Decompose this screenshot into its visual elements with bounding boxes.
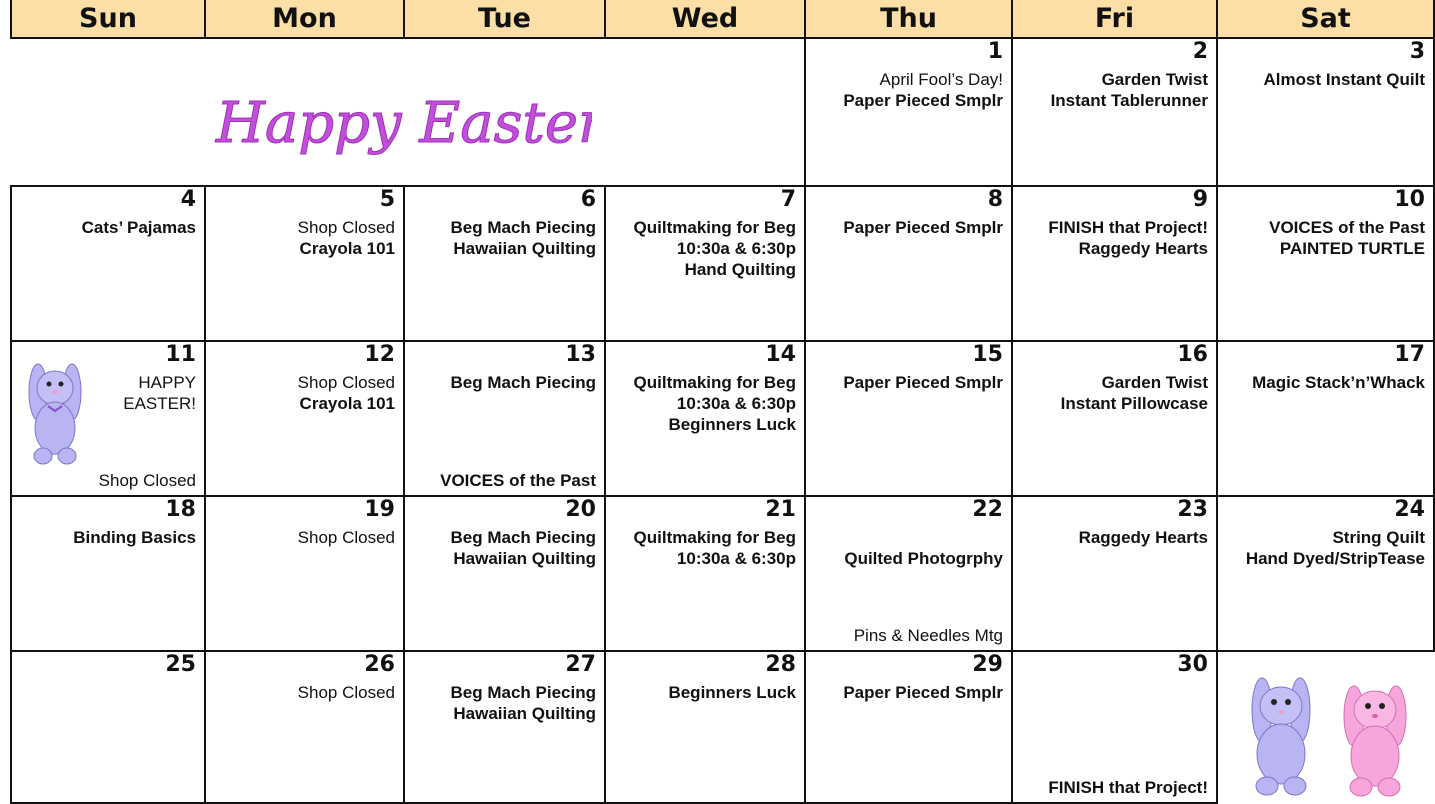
event-line-bottom: Shop Closed — [98, 471, 196, 490]
event-line: 10:30a & 6:30p — [676, 394, 796, 413]
weekday-header-mon: Mon — [206, 0, 405, 39]
day-cell-30[interactable] — [1013, 652, 1218, 804]
event-list — [608, 372, 796, 435]
day-number: 2 — [1192, 39, 1208, 64]
day-cell-27[interactable] — [405, 652, 606, 804]
day-number: 25 — [165, 652, 196, 677]
event-list — [407, 527, 596, 569]
event-line: Shop Closed — [297, 373, 395, 392]
event-line-bottom: VOICES of the Past — [440, 471, 596, 490]
event-line: Garden Twist — [1101, 373, 1208, 392]
event-line: Quiltmaking for Beg — [633, 218, 796, 237]
event-line: Beginners Luck — [668, 683, 796, 702]
event-list — [608, 527, 796, 569]
event-list — [208, 527, 395, 548]
day-cell-6[interactable] — [405, 187, 606, 342]
event-line: HAPPY — [138, 373, 196, 392]
day-number: 7 — [780, 187, 796, 212]
weekday-header-sun: Sun — [10, 0, 206, 39]
event-line: Hand Quilting — [684, 260, 796, 279]
day-number: 16 — [1177, 342, 1208, 367]
event-list — [1220, 69, 1425, 90]
day-cell-25[interactable] — [10, 652, 206, 804]
event-list — [208, 372, 395, 414]
day-number: 13 — [565, 342, 596, 367]
event-line-bottom: FINISH that Project! — [1048, 778, 1208, 797]
day-number: 5 — [379, 187, 395, 212]
weekday-header-fri: Fri — [1013, 0, 1218, 39]
day-cell-8[interactable] — [806, 187, 1013, 342]
event-line: Crayola 101 — [299, 239, 395, 258]
event-line: 10:30a & 6:30p — [676, 239, 796, 258]
event-line: String Quilt — [1332, 528, 1425, 547]
event-line: Quiltmaking for Beg — [633, 373, 796, 392]
event-line: Raggedy Hearts — [1078, 528, 1208, 547]
day-cell-20[interactable] — [405, 497, 606, 652]
day-cell-23[interactable] — [1013, 497, 1218, 652]
day-cell-24[interactable] — [1218, 497, 1435, 652]
day-number: 4 — [180, 187, 196, 212]
day-cell-9[interactable] — [1013, 187, 1218, 342]
day-number: 3 — [1409, 39, 1425, 64]
event-line: Shop Closed — [297, 218, 395, 237]
day-number: 23 — [1177, 497, 1208, 522]
day-cell-14[interactable] — [606, 342, 806, 497]
day-cell-4[interactable] — [10, 187, 206, 342]
day-cell-21[interactable] — [606, 497, 806, 652]
event-line: FINISH that Project! — [1048, 218, 1208, 237]
event-list — [1015, 217, 1208, 259]
event-line: PAINTED TURTLE — [1279, 239, 1425, 258]
day-number: 19 — [364, 497, 395, 522]
event-line: Paper Pieced Smplr — [843, 373, 1003, 392]
event-line: Beginners Luck — [668, 415, 796, 434]
event-list — [608, 217, 796, 280]
day-number: 27 — [565, 652, 596, 677]
event-line: Paper Pieced Smplr — [843, 91, 1003, 110]
event-list — [1220, 372, 1425, 393]
event-line: Hand Dyed/StripTease — [1245, 549, 1425, 568]
event-list — [1220, 217, 1425, 259]
day-number: 14 — [765, 342, 796, 367]
event-line — [808, 527, 1003, 548]
event-line: Magic Stack’n’Whack — [1252, 373, 1425, 392]
day-number: 1 — [987, 39, 1003, 64]
event-line: Paper Pieced Smplr — [843, 218, 1003, 237]
event-list — [208, 217, 395, 259]
lavender-bunny-icon — [18, 358, 92, 468]
weekday-header-thu: Thu — [806, 0, 1013, 39]
event-line: Crayola 101 — [299, 394, 395, 413]
event-line: Hawaiian Quilting — [453, 704, 596, 723]
event-line: VOICES of the Past — [1269, 218, 1425, 237]
lavender-bunny-pair-icon — [1236, 672, 1326, 800]
event-line: Beg Mach Piecing — [450, 683, 596, 702]
event-list — [14, 527, 196, 548]
event-line: Instant Tablerunner — [1050, 91, 1208, 110]
event-list — [14, 217, 196, 238]
day-number: 20 — [565, 497, 596, 522]
event-line: Binding Basics — [73, 528, 196, 547]
day-cell-2[interactable] — [1013, 39, 1218, 187]
day-number: 9 — [1192, 187, 1208, 212]
day-cell-18[interactable] — [10, 497, 206, 652]
event-line: EASTER! — [123, 394, 196, 413]
day-number: 24 — [1394, 497, 1425, 522]
event-list — [407, 682, 596, 724]
day-number: 18 — [165, 497, 196, 522]
day-number: 22 — [972, 497, 1003, 522]
event-line: Quiltmaking for Beg — [633, 528, 796, 547]
event-line: Instant Pillowcase — [1060, 394, 1208, 413]
event-line-bottom: Pins & Needles Mtg — [853, 626, 1003, 645]
weekday-header-tue: Tue — [405, 0, 606, 39]
event-line: Hawaiian Quilting — [453, 239, 596, 258]
event-list — [1015, 527, 1208, 548]
event-line: Beg Mach Piecing — [450, 528, 596, 547]
event-list — [208, 682, 395, 703]
event-line: Hawaiian Quilting — [453, 549, 596, 568]
event-list — [808, 69, 1003, 111]
event-list — [808, 372, 1003, 393]
day-cell-7[interactable] — [606, 187, 806, 342]
pink-bunny-icon — [1330, 676, 1420, 800]
event-line: April Fool’s Day! — [879, 70, 1003, 89]
day-number: 15 — [972, 342, 1003, 367]
day-cell-19[interactable] — [206, 497, 405, 652]
event-list — [608, 682, 796, 703]
day-cell-5[interactable] — [206, 187, 405, 342]
event-line: Paper Pieced Smplr — [843, 683, 1003, 702]
event-list — [808, 217, 1003, 238]
day-number: 26 — [364, 652, 395, 677]
event-list — [1015, 372, 1208, 414]
day-cell-1[interactable] — [806, 39, 1013, 187]
weekday-header-sat: Sat — [1218, 0, 1435, 39]
day-cell-13[interactable] — [405, 342, 606, 497]
event-line: 10:30a & 6:30p — [676, 549, 796, 568]
day-number: 28 — [765, 652, 796, 677]
event-line: Almost Instant Quilt — [1263, 70, 1425, 89]
day-number: 29 — [972, 652, 1003, 677]
event-list — [808, 527, 1003, 569]
event-line: Garden Twist — [1101, 70, 1208, 89]
day-cell-15[interactable] — [806, 342, 1013, 497]
day-cell-12[interactable] — [206, 342, 405, 497]
day-number: 11 — [165, 342, 196, 367]
day-number: 6 — [580, 187, 596, 212]
day-cell-10[interactable] — [1218, 187, 1435, 342]
day-cell-29[interactable] — [806, 652, 1013, 804]
event-list — [1220, 527, 1425, 569]
weekday-header-wed: Wed — [606, 0, 806, 39]
event-list — [407, 372, 596, 393]
day-cell-26[interactable] — [206, 652, 405, 804]
event-line: Raggedy Hearts — [1078, 239, 1208, 258]
event-line: Beg Mach Piecing — [450, 373, 596, 392]
event-line: Quilted Photogrphy — [844, 549, 1003, 568]
happy-easter-text: Happy Easter — [216, 91, 592, 156]
day-cell-28[interactable] — [606, 652, 806, 804]
event-line: Cats’ Pajamas — [81, 218, 196, 237]
event-list — [808, 682, 1003, 703]
day-number: 30 — [1177, 652, 1208, 677]
day-cell-22[interactable] — [806, 497, 1013, 652]
day-number: 12 — [364, 342, 395, 367]
day-cell-17[interactable] — [1218, 342, 1435, 497]
event-list — [407, 217, 596, 259]
day-cell-16[interactable] — [1013, 342, 1218, 497]
happy-easter-banner — [212, 68, 592, 188]
day-number: 10 — [1394, 187, 1425, 212]
event-line: Shop Closed — [297, 683, 395, 702]
day-number: 8 — [987, 187, 1003, 212]
event-line: Beg Mach Piecing — [450, 218, 596, 237]
day-number: 21 — [765, 497, 796, 522]
day-number: 17 — [1394, 342, 1425, 367]
event-list — [1015, 69, 1208, 111]
event-line: Shop Closed — [297, 528, 395, 547]
day-cell-3[interactable] — [1218, 39, 1435, 187]
